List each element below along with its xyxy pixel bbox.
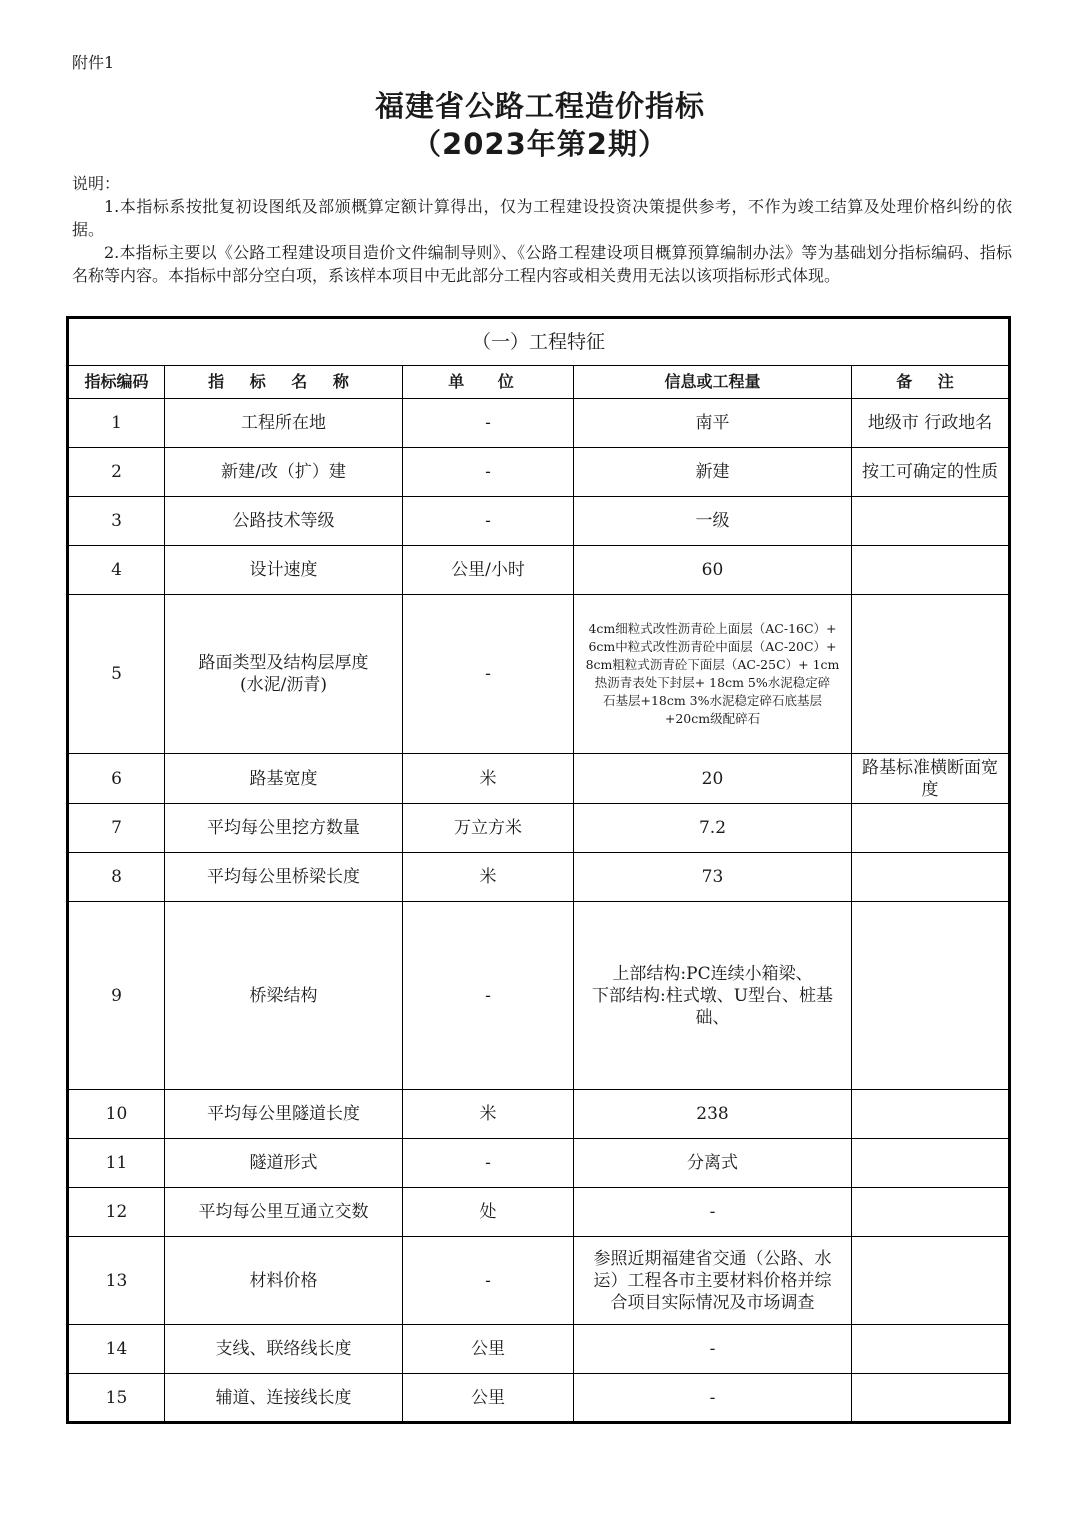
cell-name-line: 路面类型及结构层厚度 <box>198 653 369 673</box>
cell-remark <box>852 853 1010 902</box>
cell-value: 238 <box>574 1090 852 1139</box>
cell-unit: 米 <box>403 1090 574 1139</box>
cell-code: 3 <box>68 497 165 546</box>
document-issue: （2023年第2期） <box>412 127 668 161</box>
cell-unit: - <box>403 1139 574 1188</box>
table-row <box>68 497 1010 546</box>
notes-item-2: 2.本指标主要以《公路工程建设项目造价文件编制导则》、《公路工程建设项目概算预算编制办法》等为基础划分指标编码、指标名称等内容。本指标中部分空白项，系该样本项目中无此部分工程内容或相关费用无法以该项指标形式体现。 <box>72 243 1012 285</box>
header-value: 信息或工程量 <box>574 366 852 399</box>
cell-code: 5 <box>68 595 165 754</box>
cell-value <box>574 1237 852 1325</box>
cell-unit: - <box>403 902 574 1090</box>
cell-remark-line: 路基标准横断面宽 <box>862 757 999 778</box>
cell-name: 路基宽度 <box>165 754 403 804</box>
cell-unit: - <box>403 497 574 546</box>
table-row <box>68 804 1010 853</box>
cell-remark: 按工可确定的性质 <box>852 448 1010 497</box>
table-row <box>68 902 1010 1090</box>
cell-name: 材料价格 <box>165 1237 403 1325</box>
cell-name: 设计速度 <box>165 546 403 595</box>
cell-value: 一级 <box>574 497 852 546</box>
cell-remark-line: 度 <box>921 779 939 800</box>
cell-unit: - <box>403 399 574 448</box>
cell-value: 南平 <box>574 399 852 448</box>
cell-unit: 米 <box>403 754 574 804</box>
cell-name: 平均每公里挖方数量 <box>165 804 403 853</box>
table-row <box>68 1188 1010 1237</box>
cell-name-line: (水泥/沥青) <box>240 675 327 695</box>
cell-code: 14 <box>68 1325 165 1374</box>
cell-remark <box>852 1139 1010 1188</box>
cell-remark: 地级市 行政地名 <box>852 399 1010 448</box>
cell-name: 桥梁结构 <box>165 902 403 1090</box>
cell-value-line: 下部结构:柱式墩、U型台、桩基 <box>591 985 834 1006</box>
cell-code: 2 <box>68 448 165 497</box>
cell-name: 辅道、连接线长度 <box>165 1374 403 1423</box>
section-title-row <box>68 318 1010 366</box>
cell-value: 新建 <box>574 448 852 497</box>
cell-value: 7.2 <box>574 804 852 853</box>
cell-remark <box>852 1090 1010 1139</box>
cell-code: 8 <box>68 853 165 902</box>
cell-unit: 处 <box>403 1188 574 1237</box>
cell-value: - <box>574 1325 852 1374</box>
cell-unit: - <box>403 448 574 497</box>
cell-value: 60 <box>574 546 852 595</box>
engineering-features-table <box>66 316 1011 1424</box>
cell-unit: 公里/小时 <box>403 546 574 595</box>
cell-name: 公路技术等级 <box>165 497 403 546</box>
table-row <box>68 1237 1010 1325</box>
table-row <box>68 1090 1010 1139</box>
cell-value-line: 8cm粗粒式沥青砼下面层（AC-25C）+ 1cm <box>585 657 840 672</box>
cell-name <box>165 595 403 754</box>
cell-code: 1 <box>68 399 165 448</box>
table-row <box>68 595 1010 754</box>
header-code: 指标编码 <box>68 366 165 399</box>
cell-unit: 公里 <box>403 1325 574 1374</box>
cell-code: 11 <box>68 1139 165 1188</box>
attachment-label: 附件1 <box>72 53 115 72</box>
cell-remark <box>852 1237 1010 1325</box>
cell-value-line: 石基层+18cm 3%水泥稳定碎石底基层 <box>602 693 823 708</box>
header-unit: 单 位 <box>403 366 574 399</box>
cell-value: - <box>574 1188 852 1237</box>
cell-value-line: 合项目实际情况及市场调查 <box>610 1292 815 1313</box>
cell-value-line: 上部结构:PC连续小箱梁、 <box>612 963 813 984</box>
cell-remark <box>852 595 1010 754</box>
table-row <box>68 1139 1010 1188</box>
table-row <box>68 1325 1010 1374</box>
table-row <box>68 754 1010 804</box>
cell-remark <box>852 546 1010 595</box>
cell-value-line: 4cm细粒式改性沥青砼上面层（AC-16C）+ <box>588 621 837 636</box>
section-title: （一）工程特征 <box>68 318 1010 366</box>
cell-remark <box>852 1325 1010 1374</box>
cell-code: 10 <box>68 1090 165 1139</box>
cell-code: 4 <box>68 546 165 595</box>
cell-unit: 公里 <box>403 1374 574 1423</box>
table-row <box>68 1374 1010 1423</box>
cell-name: 平均每公里桥梁长度 <box>165 853 403 902</box>
cell-remark <box>852 804 1010 853</box>
cell-value-line: 热沥青表处下封层+ 18cm 5%水泥稳定碎 <box>594 675 831 690</box>
cell-unit: 万立方米 <box>403 804 574 853</box>
cell-code: 7 <box>68 804 165 853</box>
cell-value-line: 运）工程各市主要材料价格并综 <box>593 1270 832 1291</box>
cell-value: 分离式 <box>574 1139 852 1188</box>
table-row <box>68 399 1010 448</box>
cell-remark <box>852 1188 1010 1237</box>
cell-value: - <box>574 1374 852 1423</box>
cell-value-line: 参照近期福建省交通（公路、水 <box>593 1248 832 1269</box>
cell-remark <box>852 497 1010 546</box>
notes-item-1: 1.本指标系按批复初设图纸及部颁概算定额计算得出，仅为工程建设投资决策提供参考，不作为竣工结算及处理价格纠纷的依据。 <box>72 197 1012 239</box>
cell-unit: - <box>403 1237 574 1325</box>
cell-value: 73 <box>574 853 852 902</box>
document-title: 福建省公路工程造价指标 <box>374 89 705 123</box>
cell-value <box>574 595 852 754</box>
cell-remark <box>852 902 1010 1090</box>
cell-value-line: 6cm中粒式改性沥青砼中面层（AC-20C）+ <box>588 639 837 654</box>
cell-unit: 米 <box>403 853 574 902</box>
header-row <box>68 366 1010 399</box>
cell-name: 工程所在地 <box>165 399 403 448</box>
cell-value: 20 <box>574 754 852 804</box>
cell-remark <box>852 1374 1010 1423</box>
table-row <box>68 853 1010 902</box>
cell-remark <box>852 754 1010 804</box>
cell-name: 支线、联络线长度 <box>165 1325 403 1374</box>
cell-value <box>574 902 852 1090</box>
header-name: 指 标 名 称 <box>165 366 403 399</box>
cell-unit: - <box>403 595 574 754</box>
notes-section <box>72 172 1012 287</box>
cell-name: 平均每公里隧道长度 <box>165 1090 403 1139</box>
table-row <box>68 448 1010 497</box>
header-remark: 备 注 <box>852 366 1010 399</box>
table-row <box>68 546 1010 595</box>
cell-name: 新建/改（扩）建 <box>165 448 403 497</box>
cell-code: 9 <box>68 902 165 1090</box>
notes-heading: 说明： <box>72 174 121 193</box>
cell-code: 15 <box>68 1374 165 1423</box>
cell-value-line: 础、 <box>695 1007 730 1028</box>
cell-name: 隧道形式 <box>165 1139 403 1188</box>
cell-code: 12 <box>68 1188 165 1237</box>
cell-name: 平均每公里互通立交数 <box>165 1188 403 1237</box>
cell-value-line: +20cm级配碎石 <box>664 711 761 726</box>
cell-code: 6 <box>68 754 165 804</box>
cell-code: 13 <box>68 1237 165 1325</box>
